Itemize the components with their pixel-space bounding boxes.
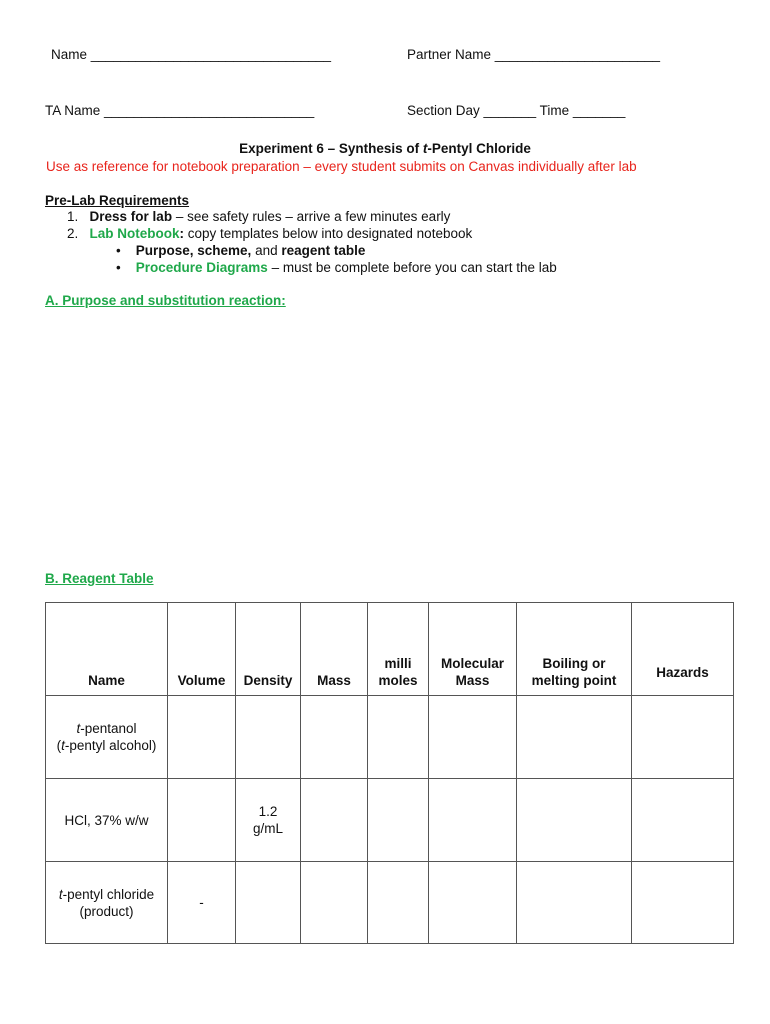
prelab-subitem-1: • Purpose, scheme, and reagent table: [116, 243, 366, 258]
cell-hazards[interactable]: [632, 779, 734, 862]
prelab-item-1: 1. Dress for lab – see safety rules – arrive a few minutes early: [67, 209, 451, 224]
partner-name-field[interactable]: Partner Name ______________________: [407, 47, 660, 62]
cell-name: t-pentanol (t-pentyl alcohol): [46, 696, 168, 779]
name-field[interactable]: Name ________________________________: [51, 47, 332, 62]
cell-density[interactable]: [236, 862, 301, 944]
cell-millimoles[interactable]: [368, 779, 429, 862]
cell-volume: -: [168, 862, 236, 944]
cell-hazards[interactable]: [632, 696, 734, 779]
cell-density[interactable]: [236, 696, 301, 779]
prelab-item-2: 2. Lab Notebook: copy templates below into designated notebook: [67, 226, 473, 241]
cell-molecular-mass[interactable]: [429, 696, 517, 779]
cell-molecular-mass[interactable]: [429, 862, 517, 944]
cell-mass[interactable]: [301, 696, 368, 779]
col-header-hazards: Hazards: [632, 603, 734, 696]
section-a-heading: A. Purpose and substitution reaction:: [45, 293, 286, 308]
bullet-icon: •: [116, 243, 121, 258]
cell-millimoles[interactable]: [368, 862, 429, 944]
col-header-mass: Mass: [301, 603, 368, 696]
bullet-icon: •: [116, 260, 121, 275]
ta-name-field[interactable]: TA Name ____________________________: [45, 103, 315, 118]
cell-mass[interactable]: [301, 862, 368, 944]
cell-mass[interactable]: [301, 779, 368, 862]
col-header-boiling-melting: Boiling or melting point: [517, 603, 632, 696]
col-header-molecular-mass: Molecular Mass: [429, 603, 517, 696]
cell-boiling-melting[interactable]: [517, 779, 632, 862]
section-b-heading: B. Reagent Table: [45, 571, 154, 586]
page-title: Experiment 6 – Synthesis of t-Pentyl Chloride: [239, 141, 531, 156]
page-subtitle: Use as reference for notebook preparation – every student submits on Canvas individually after lab: [46, 159, 637, 174]
cell-name: HCl, 37% w/w: [46, 779, 168, 862]
cell-millimoles[interactable]: [368, 696, 429, 779]
cell-boiling-melting[interactable]: [517, 862, 632, 944]
table-header-row: [46, 603, 734, 696]
cell-name: t-pentyl chloride (product): [46, 862, 168, 944]
reagent-table: [45, 602, 734, 944]
prelab-heading: Pre-Lab Requirements: [45, 193, 190, 208]
prelab-subitem-2: • Procedure Diagrams – must be complete before you can start the lab: [116, 260, 557, 275]
col-header-millimoles: milli moles: [368, 603, 429, 696]
cell-hazards[interactable]: [632, 862, 734, 944]
section-day-time-field[interactable]: Section Day _______ Time _______: [407, 103, 626, 118]
cell-density: 1.2 g/mL: [236, 779, 301, 862]
cell-boiling-melting[interactable]: [517, 696, 632, 779]
table-row: [46, 696, 734, 779]
table-row: [46, 779, 734, 862]
cell-volume[interactable]: [168, 779, 236, 862]
col-header-name: Name: [46, 603, 168, 696]
cell-molecular-mass[interactable]: [429, 779, 517, 862]
col-header-volume: Volume: [168, 603, 236, 696]
cell-volume[interactable]: [168, 696, 236, 779]
table-row: [46, 862, 734, 944]
col-header-density: Density: [236, 603, 301, 696]
